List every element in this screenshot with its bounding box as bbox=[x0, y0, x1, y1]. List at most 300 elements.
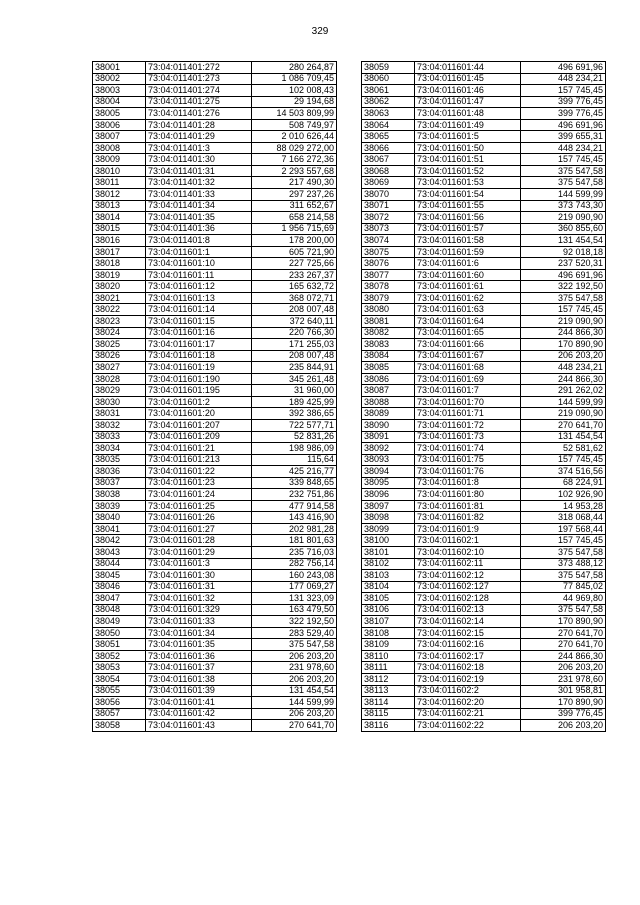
table-row bbox=[93, 616, 337, 628]
row-number-cell: 38034 bbox=[93, 443, 146, 455]
value-cell: 477 914,58 bbox=[252, 500, 337, 512]
table-row bbox=[93, 720, 337, 732]
cadastral-number-cell: 73:04:011601:58 bbox=[415, 235, 521, 247]
table-row bbox=[362, 142, 606, 154]
value-cell: 143 416,90 bbox=[252, 512, 337, 524]
row-number-cell: 38009 bbox=[93, 154, 146, 166]
value-cell: 283 529,40 bbox=[252, 627, 337, 639]
row-number-cell: 38068 bbox=[362, 165, 415, 177]
row-number-cell: 38039 bbox=[93, 500, 146, 512]
value-cell: 399 776,45 bbox=[521, 708, 606, 720]
cadastral-number-cell: 73:04:011601:41 bbox=[146, 697, 252, 709]
value-cell: 605 721,90 bbox=[252, 246, 337, 258]
row-number-cell: 38080 bbox=[362, 304, 415, 316]
cadastral-number-cell: 73:04:011602:15 bbox=[415, 627, 521, 639]
table-row bbox=[93, 650, 337, 662]
value-cell: 658 214,58 bbox=[252, 212, 337, 224]
cadastral-number-cell: 73:04:011401:273 bbox=[146, 73, 252, 85]
cadastral-number-cell: 73:04:011601:16 bbox=[146, 327, 252, 339]
table-row bbox=[93, 96, 337, 108]
value-cell: 270 641,70 bbox=[252, 720, 337, 732]
value-cell: 68 224,91 bbox=[521, 477, 606, 489]
table-row bbox=[362, 396, 606, 408]
row-number-cell: 38081 bbox=[362, 316, 415, 328]
row-number-cell: 38112 bbox=[362, 673, 415, 685]
cadastral-number-cell: 73:04:011601:57 bbox=[415, 223, 521, 235]
value-cell: 508 749,97 bbox=[252, 119, 337, 131]
cadastral-number-cell: 73:04:011601:12 bbox=[146, 281, 252, 293]
value-cell: 235 844,91 bbox=[252, 362, 337, 374]
cadastral-number-cell: 73:04:011601:38 bbox=[146, 673, 252, 685]
row-number-cell: 38103 bbox=[362, 570, 415, 582]
cadastral-number-cell: 73:04:011601:7 bbox=[415, 385, 521, 397]
value-cell: 399 655,31 bbox=[521, 131, 606, 143]
value-cell: 360 855,60 bbox=[521, 223, 606, 235]
row-number-cell: 38071 bbox=[362, 200, 415, 212]
value-cell: 202 981,28 bbox=[252, 523, 337, 535]
table-row bbox=[93, 385, 337, 397]
row-number-cell: 38040 bbox=[93, 512, 146, 524]
cadastral-number-cell: 73:04:011401:30 bbox=[146, 154, 252, 166]
table-row bbox=[93, 373, 337, 385]
value-cell: 198 986,09 bbox=[252, 443, 337, 455]
value-cell: 235 716,03 bbox=[252, 546, 337, 558]
cadastral-number-cell: 73:04:011601:59 bbox=[415, 246, 521, 258]
value-cell: 115,64 bbox=[252, 454, 337, 466]
value-cell: 219 090,90 bbox=[521, 316, 606, 328]
cadastral-number-cell: 73:04:011601:36 bbox=[146, 650, 252, 662]
cadastral-number-cell: 73:04:011601:11 bbox=[146, 269, 252, 281]
value-cell: 399 776,45 bbox=[521, 96, 606, 108]
value-cell: 244 866,30 bbox=[521, 373, 606, 385]
row-number-cell: 38049 bbox=[93, 616, 146, 628]
cadastral-number-cell: 73:04:011601:30 bbox=[146, 570, 252, 582]
value-cell: 372 640,11 bbox=[252, 316, 337, 328]
value-cell: 373 488,12 bbox=[521, 558, 606, 570]
cadastral-number-cell: 73:04:011601:34 bbox=[146, 627, 252, 639]
value-cell: 220 766,30 bbox=[252, 327, 337, 339]
value-cell: 368 072,71 bbox=[252, 292, 337, 304]
value-cell: 375 547,58 bbox=[521, 177, 606, 189]
row-number-cell: 38116 bbox=[362, 720, 415, 732]
row-number-cell: 38055 bbox=[93, 685, 146, 697]
table-row bbox=[362, 177, 606, 189]
value-cell: 52 831,26 bbox=[252, 431, 337, 443]
value-cell: 181 801,63 bbox=[252, 535, 337, 547]
value-cell: 157 745,45 bbox=[521, 454, 606, 466]
table-row bbox=[362, 85, 606, 97]
row-number-cell: 38067 bbox=[362, 154, 415, 166]
table-row bbox=[93, 154, 337, 166]
cadastral-number-cell: 73:04:011601:74 bbox=[415, 443, 521, 455]
table-row bbox=[362, 373, 606, 385]
table-row bbox=[362, 708, 606, 720]
row-number-cell: 38051 bbox=[93, 639, 146, 651]
value-cell: 448 234,21 bbox=[521, 362, 606, 374]
value-cell: 171 255,03 bbox=[252, 339, 337, 351]
row-number-cell: 38032 bbox=[93, 419, 146, 431]
cadastral-number-cell: 73:04:011601:75 bbox=[415, 454, 521, 466]
table-row bbox=[93, 131, 337, 143]
value-cell: 206 203,20 bbox=[252, 673, 337, 685]
cadastral-number-cell: 73:04:011601:43 bbox=[146, 720, 252, 732]
cadastral-number-cell: 73:04:011601:6 bbox=[415, 258, 521, 270]
value-cell: 206 203,20 bbox=[252, 708, 337, 720]
table-row bbox=[362, 581, 606, 593]
row-number-cell: 38006 bbox=[93, 119, 146, 131]
cadastral-number-cell: 73:04:011601:329 bbox=[146, 604, 252, 616]
cadastral-number-cell: 73:04:011601:5 bbox=[415, 131, 521, 143]
table-row bbox=[93, 258, 337, 270]
row-number-cell: 38095 bbox=[362, 477, 415, 489]
row-number-cell: 38089 bbox=[362, 408, 415, 420]
table-row bbox=[362, 650, 606, 662]
table-row bbox=[93, 396, 337, 408]
value-cell: 44 969,80 bbox=[521, 593, 606, 605]
cadastral-number-cell: 73:04:011601:50 bbox=[415, 142, 521, 154]
value-cell: 2 010 626,44 bbox=[252, 131, 337, 143]
row-number-cell: 38106 bbox=[362, 604, 415, 616]
cadastral-number-cell: 73:04:011401:274 bbox=[146, 85, 252, 97]
table-row bbox=[362, 292, 606, 304]
cadastral-number-cell: 73:04:011401:8 bbox=[146, 235, 252, 247]
value-cell: 206 203,20 bbox=[521, 662, 606, 674]
table-row bbox=[93, 292, 337, 304]
cadastral-number-cell: 73:04:011601:23 bbox=[146, 477, 252, 489]
cadastral-number-cell: 73:04:011601:65 bbox=[415, 327, 521, 339]
row-number-cell: 38085 bbox=[362, 362, 415, 374]
value-cell: 170 890,90 bbox=[521, 616, 606, 628]
table-row bbox=[93, 350, 337, 362]
table-row bbox=[93, 535, 337, 547]
cadastral-number-cell: 73:04:011401:35 bbox=[146, 212, 252, 224]
value-cell: 448 234,21 bbox=[521, 142, 606, 154]
row-number-cell: 38078 bbox=[362, 281, 415, 293]
cadastral-number-cell: 73:04:011602:127 bbox=[415, 581, 521, 593]
table-row bbox=[93, 223, 337, 235]
table-row bbox=[362, 512, 606, 524]
cadastral-number-cell: 73:04:011601:52 bbox=[415, 165, 521, 177]
cadastral-number-cell: 73:04:011602:128 bbox=[415, 593, 521, 605]
value-cell: 165 632,72 bbox=[252, 281, 337, 293]
table-row bbox=[362, 362, 606, 374]
value-cell: 144 599,99 bbox=[252, 697, 337, 709]
cadastral-number-cell: 73:04:011601:1 bbox=[146, 246, 252, 258]
table-row bbox=[93, 73, 337, 85]
value-cell: 280 264,87 bbox=[252, 62, 337, 74]
cadastral-number-cell: 73:04:011601:9 bbox=[415, 523, 521, 535]
page-number: 329 bbox=[311, 26, 329, 37]
cadastral-number-cell: 73:04:011401:36 bbox=[146, 223, 252, 235]
cadastral-number-cell: 73:04:011601:80 bbox=[415, 489, 521, 501]
row-number-cell: 38012 bbox=[93, 189, 146, 201]
cadastral-number-cell: 73:04:011601:51 bbox=[415, 154, 521, 166]
table-row bbox=[362, 165, 606, 177]
table-row bbox=[362, 616, 606, 628]
value-cell: 131 454,54 bbox=[252, 685, 337, 697]
table-row bbox=[93, 235, 337, 247]
row-number-cell: 38074 bbox=[362, 235, 415, 247]
row-number-cell: 38020 bbox=[93, 281, 146, 293]
row-number-cell: 38073 bbox=[362, 223, 415, 235]
table-row bbox=[362, 235, 606, 247]
row-number-cell: 38087 bbox=[362, 385, 415, 397]
table-row bbox=[362, 558, 606, 570]
value-cell: 375 547,58 bbox=[521, 570, 606, 582]
cadastral-number-cell: 73:04:011601:55 bbox=[415, 200, 521, 212]
value-cell: 157 745,45 bbox=[521, 85, 606, 97]
table-row bbox=[362, 339, 606, 351]
cadastral-number-cell: 73:04:011601:31 bbox=[146, 581, 252, 593]
row-number-cell: 38066 bbox=[362, 142, 415, 154]
row-number-cell: 38083 bbox=[362, 339, 415, 351]
row-number-cell: 38033 bbox=[93, 431, 146, 443]
cadastral-number-cell: 73:04:011401:29 bbox=[146, 131, 252, 143]
cadastral-number-cell: 73:04:011601:76 bbox=[415, 466, 521, 478]
value-cell: 14 503 809,99 bbox=[252, 108, 337, 120]
cadastral-number-cell: 73:04:011601:207 bbox=[146, 419, 252, 431]
row-number-cell: 38050 bbox=[93, 627, 146, 639]
value-cell: 52 581,62 bbox=[521, 443, 606, 455]
value-cell: 291 262,02 bbox=[521, 385, 606, 397]
row-number-cell: 38054 bbox=[93, 673, 146, 685]
value-cell: 374 516,56 bbox=[521, 466, 606, 478]
row-number-cell: 38082 bbox=[362, 327, 415, 339]
row-number-cell: 38037 bbox=[93, 477, 146, 489]
cadastral-number-cell: 73:04:011601:28 bbox=[146, 535, 252, 547]
cadastral-number-cell: 73:04:011601:54 bbox=[415, 189, 521, 201]
table-row bbox=[93, 662, 337, 674]
value-cell: 231 978,60 bbox=[521, 673, 606, 685]
cadastral-number-cell: 73:04:011602:18 bbox=[415, 662, 521, 674]
value-cell: 7 166 272,36 bbox=[252, 154, 337, 166]
value-cell: 301 958,81 bbox=[521, 685, 606, 697]
row-number-cell: 38070 bbox=[362, 189, 415, 201]
cadastral-number-cell: 73:04:011601:67 bbox=[415, 350, 521, 362]
row-number-cell: 38001 bbox=[93, 62, 146, 74]
value-cell: 244 866,30 bbox=[521, 327, 606, 339]
cadastral-number-cell: 73:04:011602:21 bbox=[415, 708, 521, 720]
cadastral-number-cell: 73:04:011601:73 bbox=[415, 431, 521, 443]
table-row bbox=[362, 96, 606, 108]
value-cell: 189 425,99 bbox=[252, 396, 337, 408]
cadastral-number-cell: 73:04:011601:10 bbox=[146, 258, 252, 270]
table-row bbox=[362, 604, 606, 616]
cadastral-number-cell: 73:04:011602:20 bbox=[415, 697, 521, 709]
row-number-cell: 38015 bbox=[93, 223, 146, 235]
cadastral-number-cell: 73:04:011601:19 bbox=[146, 362, 252, 374]
cadastral-table-left bbox=[92, 61, 337, 732]
row-number-cell: 38041 bbox=[93, 523, 146, 535]
value-cell: 496 691,96 bbox=[521, 269, 606, 281]
row-number-cell: 38060 bbox=[362, 73, 415, 85]
table-row bbox=[93, 108, 337, 120]
row-number-cell: 38024 bbox=[93, 327, 146, 339]
table-row bbox=[93, 627, 337, 639]
row-number-cell: 38029 bbox=[93, 385, 146, 397]
row-number-cell: 38036 bbox=[93, 466, 146, 478]
row-number-cell: 38053 bbox=[93, 662, 146, 674]
row-number-cell: 38038 bbox=[93, 489, 146, 501]
table-row bbox=[93, 419, 337, 431]
table-row bbox=[93, 246, 337, 258]
row-number-cell: 38027 bbox=[93, 362, 146, 374]
value-cell: 227 725,66 bbox=[252, 258, 337, 270]
row-number-cell: 38113 bbox=[362, 685, 415, 697]
table-row bbox=[93, 281, 337, 293]
value-cell: 102 926,90 bbox=[521, 489, 606, 501]
table-row bbox=[93, 454, 337, 466]
cadastral-number-cell: 73:04:011601:42 bbox=[146, 708, 252, 720]
row-number-cell: 38075 bbox=[362, 246, 415, 258]
value-cell: 399 776,45 bbox=[521, 108, 606, 120]
table-row bbox=[362, 385, 606, 397]
row-number-cell: 38002 bbox=[93, 73, 146, 85]
row-number-cell: 38101 bbox=[362, 546, 415, 558]
cadastral-number-cell: 73:04:011601:32 bbox=[146, 593, 252, 605]
row-number-cell: 38115 bbox=[362, 708, 415, 720]
table-row bbox=[93, 489, 337, 501]
value-cell: 144 599,99 bbox=[521, 396, 606, 408]
value-cell: 318 068,44 bbox=[521, 512, 606, 524]
cadastral-number-cell: 73:04:011601:24 bbox=[146, 489, 252, 501]
value-cell: 322 192,50 bbox=[521, 281, 606, 293]
value-cell: 233 267,37 bbox=[252, 269, 337, 281]
table-row bbox=[93, 673, 337, 685]
cadastral-number-cell: 73:04:011401:34 bbox=[146, 200, 252, 212]
value-cell: 237 520,31 bbox=[521, 258, 606, 270]
row-number-cell: 38016 bbox=[93, 235, 146, 247]
table-row bbox=[93, 304, 337, 316]
value-cell: 339 848,65 bbox=[252, 477, 337, 489]
row-number-cell: 38010 bbox=[93, 165, 146, 177]
row-number-cell: 38026 bbox=[93, 350, 146, 362]
row-number-cell: 38102 bbox=[362, 558, 415, 570]
table-row bbox=[93, 581, 337, 593]
cadastral-number-cell: 73:04:011602:16 bbox=[415, 639, 521, 651]
cadastral-number-cell: 73:04:011601:66 bbox=[415, 339, 521, 351]
table-row bbox=[362, 697, 606, 709]
cadastral-number-cell: 73:04:011401:276 bbox=[146, 108, 252, 120]
cadastral-number-cell: 73:04:011601:8 bbox=[415, 477, 521, 489]
table-row bbox=[362, 131, 606, 143]
value-cell: 206 203,20 bbox=[521, 720, 606, 732]
cadastral-number-cell: 73:04:011601:64 bbox=[415, 316, 521, 328]
cadastral-number-cell: 73:04:011601:33 bbox=[146, 616, 252, 628]
table-row bbox=[93, 177, 337, 189]
cadastral-number-cell: 73:04:011601:18 bbox=[146, 350, 252, 362]
row-number-cell: 38014 bbox=[93, 212, 146, 224]
row-number-cell: 38035 bbox=[93, 454, 146, 466]
cadastral-number-cell: 73:04:011602:10 bbox=[415, 546, 521, 558]
row-number-cell: 38093 bbox=[362, 454, 415, 466]
row-number-cell: 38064 bbox=[362, 119, 415, 131]
cadastral-number-cell: 73:04:011401:33 bbox=[146, 189, 252, 201]
table-row bbox=[362, 431, 606, 443]
row-number-cell: 38005 bbox=[93, 108, 146, 120]
row-number-cell: 38008 bbox=[93, 142, 146, 154]
row-number-cell: 38079 bbox=[362, 292, 415, 304]
table-row bbox=[93, 523, 337, 535]
cadastral-number-cell: 73:04:011601:39 bbox=[146, 685, 252, 697]
row-number-cell: 38003 bbox=[93, 85, 146, 97]
table-row bbox=[93, 339, 337, 351]
value-cell: 311 652,67 bbox=[252, 200, 337, 212]
table-row bbox=[362, 154, 606, 166]
cadastral-number-cell: 73:04:011601:2 bbox=[146, 396, 252, 408]
table-row bbox=[362, 523, 606, 535]
row-number-cell: 38013 bbox=[93, 200, 146, 212]
row-number-cell: 38094 bbox=[362, 466, 415, 478]
row-number-cell: 38043 bbox=[93, 546, 146, 558]
cadastral-number-cell: 73:04:011601:21 bbox=[146, 443, 252, 455]
value-cell: 102 008,43 bbox=[252, 85, 337, 97]
cadastral-number-cell: 73:04:011602:2 bbox=[415, 685, 521, 697]
table-row bbox=[93, 639, 337, 651]
table-row bbox=[362, 119, 606, 131]
row-number-cell: 38061 bbox=[362, 85, 415, 97]
cadastral-number-cell: 73:04:011601:70 bbox=[415, 396, 521, 408]
value-cell: 206 203,20 bbox=[252, 650, 337, 662]
cadastral-number-cell: 73:04:011601:62 bbox=[415, 292, 521, 304]
table-row bbox=[362, 443, 606, 455]
value-cell: 197 568,44 bbox=[521, 523, 606, 535]
cadastral-number-cell: 73:04:011401:275 bbox=[146, 96, 252, 108]
cadastral-number-cell: 73:04:011602:17 bbox=[415, 650, 521, 662]
cadastral-number-cell: 73:04:011401:32 bbox=[146, 177, 252, 189]
value-cell: 219 090,90 bbox=[521, 408, 606, 420]
cadastral-number-cell: 73:04:011601:213 bbox=[146, 454, 252, 466]
row-number-cell: 38017 bbox=[93, 246, 146, 258]
value-cell: 208 007,48 bbox=[252, 350, 337, 362]
cadastral-number-cell: 73:04:011601:46 bbox=[415, 85, 521, 97]
table-row bbox=[93, 165, 337, 177]
cadastral-number-cell: 73:04:011601:195 bbox=[146, 385, 252, 397]
value-cell: 373 743,30 bbox=[521, 200, 606, 212]
table-row bbox=[93, 697, 337, 709]
value-cell: 29 194,68 bbox=[252, 96, 337, 108]
cadastral-number-cell: 73:04:011601:53 bbox=[415, 177, 521, 189]
value-cell: 160 243,08 bbox=[252, 570, 337, 582]
cadastral-number-cell: 73:04:011401:31 bbox=[146, 165, 252, 177]
row-number-cell: 38088 bbox=[362, 396, 415, 408]
row-number-cell: 38072 bbox=[362, 212, 415, 224]
cadastral-number-cell: 73:04:011601:35 bbox=[146, 639, 252, 651]
cadastral-number-cell: 73:04:011601:44 bbox=[415, 62, 521, 74]
row-number-cell: 38044 bbox=[93, 558, 146, 570]
table-row bbox=[362, 200, 606, 212]
table-row bbox=[93, 431, 337, 443]
value-cell: 157 745,45 bbox=[521, 535, 606, 547]
cadastral-number-cell: 73:04:011601:22 bbox=[146, 466, 252, 478]
cadastral-number-cell: 73:04:011601:14 bbox=[146, 304, 252, 316]
table-row bbox=[362, 304, 606, 316]
value-cell: 77 845,02 bbox=[521, 581, 606, 593]
cadastral-number-cell: 73:04:011601:69 bbox=[415, 373, 521, 385]
row-number-cell: 38028 bbox=[93, 373, 146, 385]
table-row bbox=[362, 350, 606, 362]
value-cell: 219 090,90 bbox=[521, 212, 606, 224]
row-number-cell: 38056 bbox=[93, 697, 146, 709]
row-number-cell: 38107 bbox=[362, 616, 415, 628]
table-row bbox=[362, 73, 606, 85]
table-row bbox=[362, 108, 606, 120]
table-row bbox=[362, 535, 606, 547]
table-row bbox=[93, 316, 337, 328]
cadastral-number-cell: 73:04:011601:3 bbox=[146, 558, 252, 570]
table-row bbox=[362, 720, 606, 732]
cadastral-number-cell: 73:04:011601:26 bbox=[146, 512, 252, 524]
